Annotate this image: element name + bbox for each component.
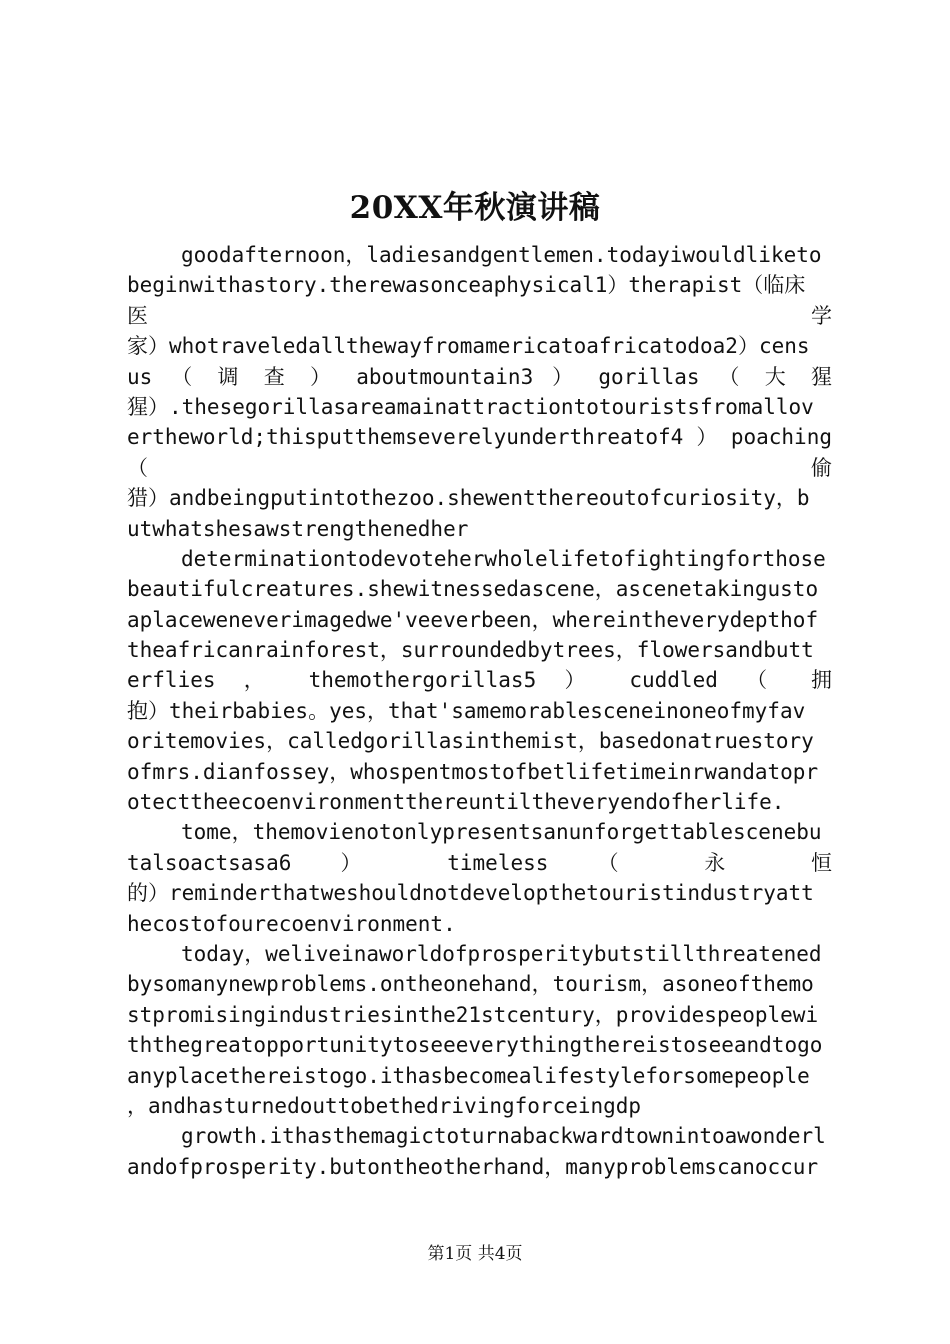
text-line: 抱）theirbabies。yes，that'samemorablesceneinoneofmyfav	[127, 698, 806, 723]
text-line: us （ 调 查 ） aboutmountain3 ） gorillas （ 大 猩	[127, 364, 832, 389]
text-line: （ 偷	[127, 455, 832, 480]
text-line: 猩）.thesegorillasareamainattractiontotouristsfromallov	[127, 394, 814, 419]
text-line: ofmrs.dianfossey，whospentmostofbetlifetimeinrwandatopr	[127, 759, 819, 784]
text-line: beautifulcreatures.shewitnessedascene，ascenetakingusto	[127, 577, 819, 602]
text-line: tome，themovienotonlypresentsanunforgettablescenebu	[181, 820, 822, 845]
text-line: hecostofourecoenvironment.	[127, 911, 456, 936]
text-line: ，andhasturnedouttobethedrivingforceingdp	[127, 1093, 642, 1118]
text-line: ththegreatopportunitytoseeeverythingthereistoseeandtogo	[127, 1033, 823, 1058]
text-line: aplaceweneverimagedwe'veeverbeen，whereintheverydepthof	[127, 607, 819, 632]
text-line: erflies ， themothergorillas5 ） cuddled （ 拥	[127, 668, 832, 693]
text-line: theafricanrainforest，surroundedbytrees，flowersandbutt	[127, 638, 814, 663]
text-line: 家）whotraveledallthewayfromamericatoafricatodoa2）cens	[127, 334, 810, 359]
text-line: 的）reminderthatweshouldnotdevelopthetouristindustryatt	[127, 881, 814, 906]
text-line: otecttheecoenvironmentthereuntiltheveryendofherlife.	[127, 790, 785, 815]
text-line: today，weliveinaworldofprosperitybutstillthreatened	[181, 941, 822, 966]
text-line: goodafternoon，ladiesandgentlemen.todayiwouldliketo	[181, 243, 822, 267]
text-line: 猎）andbeingputintothezoo.shewentthereoutofcuriosity，b	[127, 486, 810, 511]
text-line: stpromisingindustriesinthe21stcentury，providespeoplewi	[127, 1002, 819, 1027]
text-line: oritemovies，calledgorillasinthemist，basedonatruestory	[127, 729, 814, 754]
text-line: ertheworld;thisputthemseverelyunderthreatof4 ） poaching	[127, 425, 832, 450]
page-footer: 第1页 共4页	[427, 1244, 523, 1264]
text-line: talsoactsasa6 ） timeless （ 永 恒	[127, 850, 832, 875]
text-line: growth.ithasthemagictoturnabackwardtownintoawonderl	[181, 1124, 826, 1149]
text-line: utwhatshesawstrengthenedher	[127, 516, 469, 541]
document-title: 20XX年秋演讲稿	[349, 190, 601, 226]
document-body	[127, 240, 832, 1182]
text-line: andofprosperity.butontheotherhand，manyproblemscanoccur	[127, 1154, 819, 1179]
text-line: beginwithastory.therewasonceaphysical1）therapist（临床	[127, 273, 806, 298]
text-line: bysomanynewproblems.ontheonehand，tourism，asoneofthemo	[127, 972, 814, 997]
text-line: determinationtodevoteherwholelifetofightingforthose	[181, 546, 826, 571]
text-line: anyplacethereistogo.ithasbecomealifestyleforsomepeople	[127, 1063, 810, 1088]
text-line: 医 学	[127, 303, 832, 328]
